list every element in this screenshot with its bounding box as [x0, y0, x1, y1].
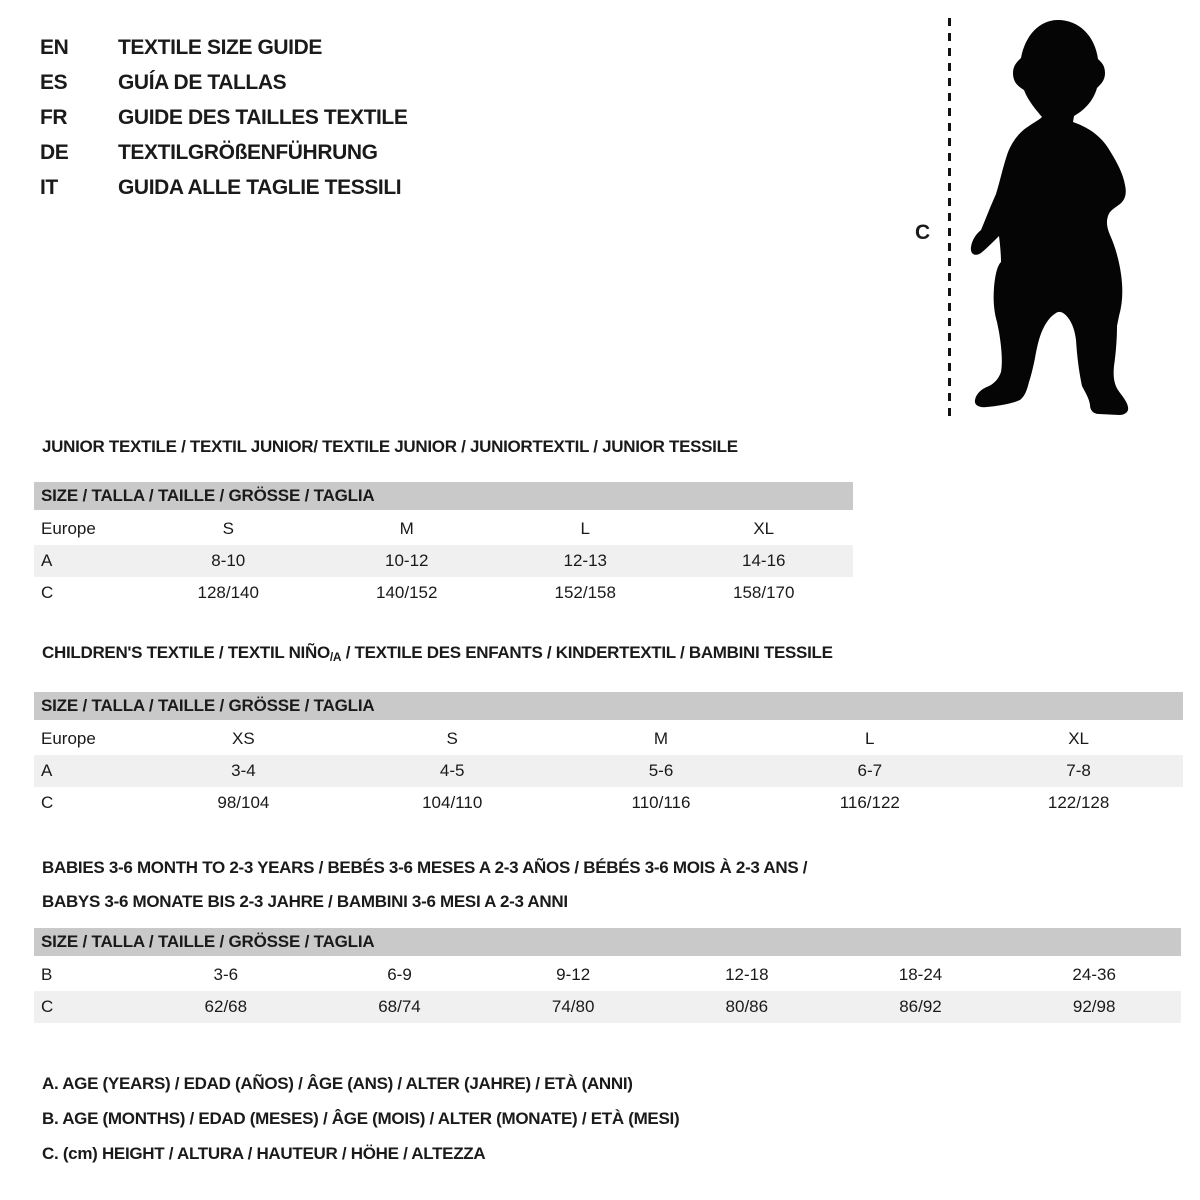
- cell: 140/152: [376, 583, 438, 602]
- row-label: Europe: [41, 729, 96, 748]
- table-row-height: [34, 991, 1181, 1023]
- language-row: [40, 65, 407, 100]
- junior-section-title: JUNIOR TEXTILE / TEXTIL JUNIOR/ TEXTILE JUNIOR / JUNIORTEXTIL / JUNIOR TESSILE: [42, 437, 738, 456]
- babies-section-title: [42, 851, 807, 919]
- table-row-months: [34, 959, 1181, 991]
- cell: XL: [753, 519, 775, 538]
- cell: 7-8: [1066, 761, 1091, 780]
- cell: 5-6: [648, 761, 674, 780]
- cell: 152/158: [554, 583, 616, 602]
- table-row-europe: [34, 513, 853, 545]
- language-row: [40, 135, 407, 170]
- language-row: [40, 170, 407, 205]
- language-code: EN: [40, 35, 69, 59]
- measure-legend: [42, 1066, 679, 1171]
- cell: S: [222, 519, 234, 538]
- children-title-suffix: / TEXTILE DES ENFANTS / KINDERTEXTIL / BAMBINI TESSILE: [341, 643, 833, 662]
- junior-size-table: [34, 482, 853, 609]
- size-header-bar: SIZE / TALLA / TAILLE / GRÖSSE / TAGLIA: [34, 692, 1183, 720]
- cell: 158/170: [733, 583, 795, 602]
- cell: 24-36: [1072, 965, 1116, 984]
- children-size-table: [34, 692, 1183, 819]
- toddler-silhouette-image: [963, 16, 1138, 416]
- height-measure-dashed-line: [948, 18, 951, 416]
- cell: 68/74: [378, 997, 421, 1016]
- children-title-prefix: CHILDREN'S TEXTILE / TEXTIL NIÑO: [42, 643, 330, 662]
- babies-size-table: [34, 928, 1181, 1023]
- language-title: GUIDA ALLE TAGLIE TESSILI: [118, 175, 402, 199]
- row-label: C: [41, 793, 54, 812]
- row-label: A: [41, 551, 53, 570]
- cell: 10-12: [385, 551, 429, 570]
- cell: 92/98: [1072, 997, 1116, 1016]
- cell: 80/86: [725, 997, 769, 1016]
- children-title-subscript: /A: [329, 650, 342, 664]
- cell: 14-16: [742, 551, 786, 570]
- language-row: [40, 30, 407, 65]
- language-title: GUIDE DES TAILLES TEXTILE: [118, 105, 408, 129]
- cell: 6-7: [857, 761, 883, 780]
- cell: 6-9: [387, 965, 412, 984]
- language-title: TEXTILE SIZE GUIDE: [118, 35, 322, 59]
- cell: 98/104: [217, 793, 270, 812]
- language-title: GUÍA DE TALLAS: [118, 70, 287, 94]
- cell: M: [399, 519, 414, 538]
- row-label: B: [41, 965, 53, 984]
- language-title: TEXTILGRÖßENFÜHRUNG: [118, 140, 378, 164]
- cell: 3-6: [213, 965, 239, 984]
- table-row-height: [34, 577, 853, 609]
- cell: S: [446, 729, 458, 748]
- language-code: DE: [40, 140, 69, 164]
- cell: XL: [1068, 729, 1089, 748]
- babies-title-line2: BABYS 3-6 MONATE BIS 2-3 JAHRE / BAMBINI 3-6 MESI A 2-3 ANNI: [42, 892, 568, 911]
- cell: 18-24: [898, 965, 943, 984]
- cell: 3-4: [231, 761, 256, 780]
- legend-line-a: A. AGE (YEARS) / EDAD (AÑOS) / ÂGE (ANS) / ALTER (JAHRE) / ETÀ (ANNI): [42, 1074, 633, 1093]
- table-row-age: [34, 755, 1183, 787]
- cell: 110/116: [631, 793, 691, 812]
- table-row-europe: [34, 723, 1183, 755]
- cell: 62/68: [204, 997, 248, 1016]
- size-header-bar: SIZE / TALLA / TAILLE / GRÖSSE / TAGLIA: [34, 482, 853, 510]
- cell: 128/140: [197, 583, 259, 602]
- cell: 12-13: [563, 551, 607, 570]
- legend-line-c: C. (cm) HEIGHT / ALTURA / HAUTEUR / HÖHE / ALTEZZA: [42, 1144, 486, 1163]
- language-code: IT: [40, 175, 58, 199]
- language-code: ES: [40, 70, 68, 94]
- children-section-title: [42, 643, 833, 664]
- cell: L: [865, 729, 875, 748]
- row-label: C: [41, 583, 54, 602]
- legend-line-b: B. AGE (MONTHS) / EDAD (MESES) / ÂGE (MOIS) / ALTER (MONATE) / ETÀ (MESI): [42, 1109, 680, 1128]
- cell: 116/122: [839, 793, 900, 812]
- cell: 122/128: [1047, 793, 1110, 812]
- language-code: FR: [40, 105, 68, 129]
- cell: XS: [232, 729, 255, 748]
- cell: 104/110: [422, 793, 483, 812]
- height-measure-label: C: [915, 221, 931, 244]
- cell: 9-12: [556, 965, 591, 984]
- language-row: [40, 100, 407, 135]
- cell: 86/92: [899, 997, 942, 1016]
- table-row-age: [34, 545, 853, 577]
- table-row-height: [34, 787, 1183, 819]
- row-label: C: [41, 997, 54, 1016]
- cell: 74/80: [551, 997, 595, 1016]
- cell: 4-5: [439, 761, 465, 780]
- cell: M: [653, 729, 669, 748]
- cell: L: [580, 519, 590, 538]
- size-header-bar: SIZE / TALLA / TAILLE / GRÖSSE / TAGLIA: [34, 928, 1181, 956]
- babies-title-line1: BABIES 3-6 MONTH TO 2-3 YEARS / BEBÉS 3-6 MESES A 2-3 AÑOS / BÉBÉS 3-6 MOIS À 2-3 ANS /: [42, 858, 808, 877]
- language-list: [40, 30, 407, 205]
- cell: 8-10: [211, 551, 246, 570]
- row-label: A: [41, 761, 53, 780]
- row-label: Europe: [41, 519, 96, 538]
- cell: 12-18: [725, 965, 769, 984]
